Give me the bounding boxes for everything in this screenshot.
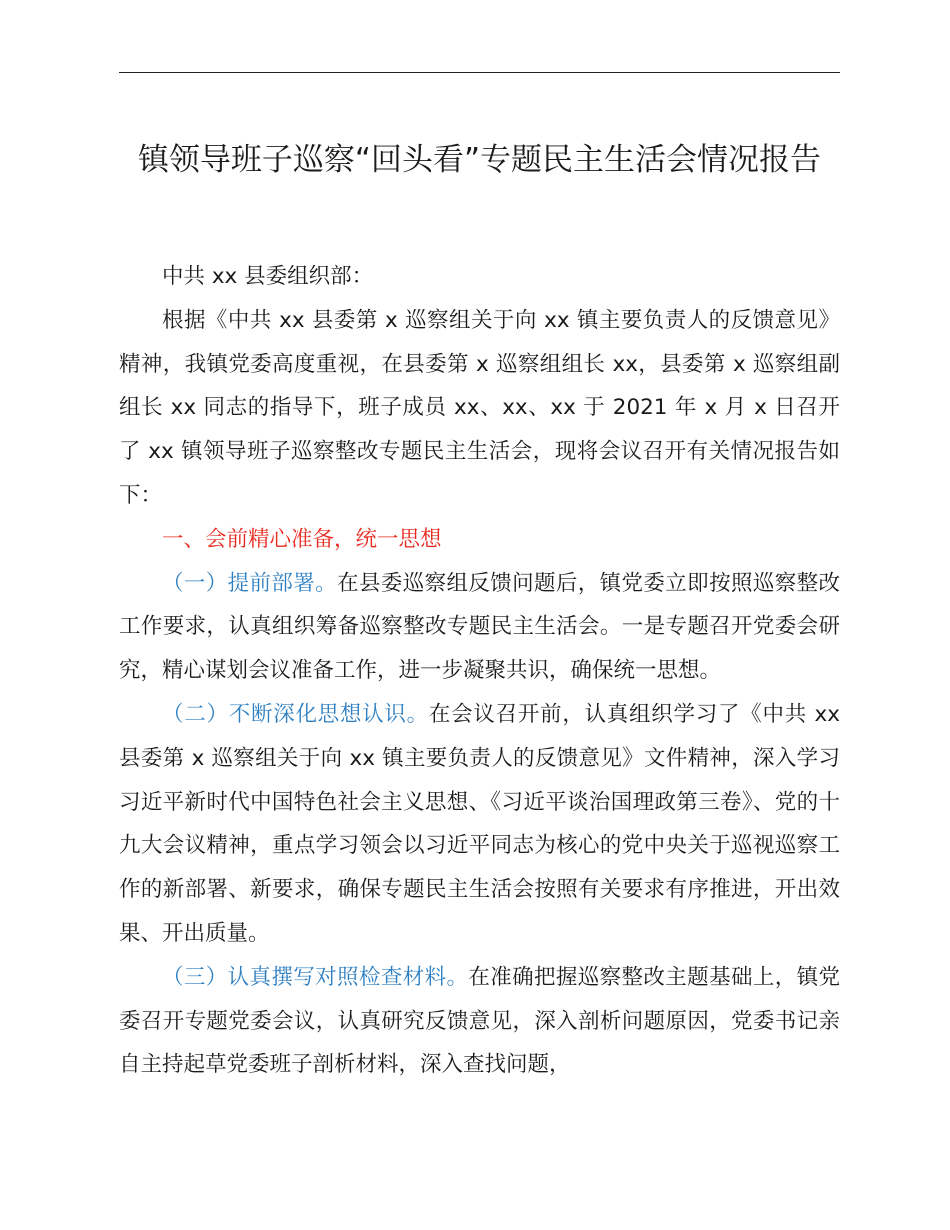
section-heading-1: 一、会前精心准备，统一思想 <box>162 526 442 552</box>
item-lead-2: （二）不断深化思想认识。 <box>162 701 429 727</box>
item-lead-3: （三）认真撰写对照检查材料。 <box>162 964 469 990</box>
document-body <box>119 255 840 1087</box>
intro-paragraph: 根据《中共 xx 县委第 x 巡察组关于向 xx 镇主要负责人的反馈意见》精神，我镇党委高度重视，在县委第 x 巡察组组长 xx，县委第 x 巡察组副组长 xx 同志的指导下，班子成员 xx、xx、xx 于 2021 年 x 月 x 日召开了 xx 镇领导班子巡察整改专题民主生活会，现将会议召开有关情况报告如下： <box>119 307 840 508</box>
paragraph-item-1 <box>119 562 840 693</box>
item-text-2: 在会议召开前，认真组织学习了《中共 xx 县委第 x 巡察组关于向 xx 镇主要负责人的反馈意见》文件精神，深入学习习近平新时代中国特色社会主义思想、《习近平谈治国理政第三卷》、党的十九大会议精神，重点学习领会以习近平同志为核心的党中央关于巡视巡察工作的新部署、新要求，确保专题民主生活会按照有关要求有序推进，开出效果、开出质量。 <box>119 701 840 946</box>
item-text-3: 在准确把握巡察整改主题基础上，镇党委召开专题党委会议，认真研究反馈意见，深入剖析问题原因，党委书记亲自主持起草党委班子剖析材料，深入查找问题， <box>119 964 840 1078</box>
header-rule <box>119 72 840 73</box>
salutation: 中共 xx 县委组织部： <box>162 264 374 289</box>
paragraph-item-2 <box>119 693 840 956</box>
paragraph-item-3 <box>119 956 840 1087</box>
document-title: 镇领导班子巡察“回头看”专题民主生活会情况报告 <box>137 142 822 178</box>
item-lead-1: （一）提前部署。 <box>162 570 338 596</box>
item-text-1: 在县委巡察组反馈问题后，镇党委立即按照巡察整改工作要求，认真组织筹备巡察整改专题民主生活会。一是专题召开党委会研究，精心谋划会议准备工作，进一步凝聚共识，确保统一思想。 <box>119 570 840 684</box>
